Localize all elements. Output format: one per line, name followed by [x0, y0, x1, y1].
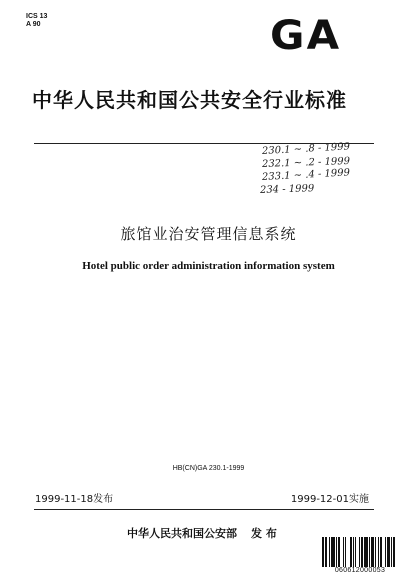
handwritten-note: 232.1 ~ .2 - 1999	[261, 155, 351, 170]
handwritten-note: 233.1 ~ .4 - 1999	[261, 167, 351, 183]
publisher-name: 中华人民共和国公安部	[127, 527, 237, 540]
barcode-bar	[395, 537, 397, 567]
ics-code	[26, 13, 47, 29]
handwritten-notes	[259, 141, 351, 197]
issue-date: 1999-11-18发布	[35, 494, 114, 505]
publisher-action: 发 布	[251, 527, 277, 540]
document-title-english: Hotel public order administration information system	[82, 260, 335, 272]
handwritten-note: 234 - 1999	[259, 183, 315, 196]
organization-title: 中华人民共和国公共安全行业标准	[32, 88, 347, 112]
standard-number: HB(CN)GA 230.1-1999	[172, 465, 245, 472]
document-title-chinese: 旅馆业治安管理信息系统	[120, 225, 297, 243]
publisher	[127, 527, 277, 541]
classification-line: A 90	[26, 21, 41, 28]
ga-logo: GA	[270, 13, 342, 59]
handwritten-note: 230.1 ~ .8 - 1999	[261, 141, 351, 157]
bottom-divider	[34, 509, 374, 510]
barcode	[322, 537, 398, 567]
ics-line: ICS 13	[26, 13, 48, 20]
barcode-number: 060612000053	[334, 567, 386, 574]
implementation-date: 1999-12-01实施	[290, 494, 369, 505]
